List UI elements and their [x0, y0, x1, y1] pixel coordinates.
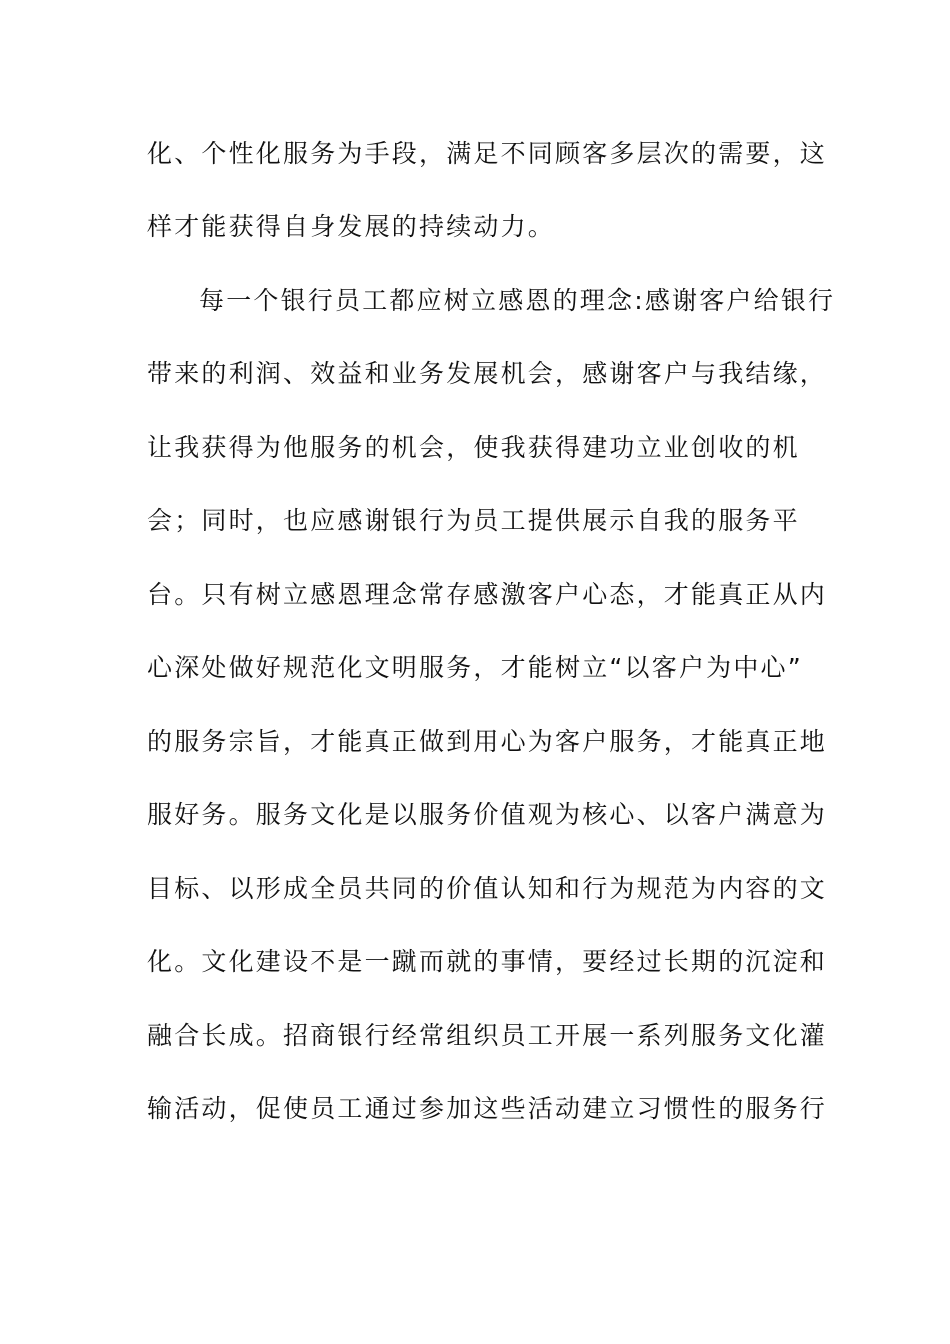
text-line: 服好务。服务文化是以服务价值观为核心、以客户满意为: [147, 800, 828, 829]
text-line: 融合长成。招商银行经常组织员工开展一系列服务文化灌: [147, 1021, 828, 1050]
text-line: 化、个性化服务为手段，满足不同顾客多层次的需要，这: [147, 139, 828, 168]
text-line: 让我获得为他服务的机会，使我获得建功立业创收的机: [147, 433, 800, 462]
text-line: 的服务宗旨，才能真正做到用心为客户服务，才能真正地: [147, 727, 828, 756]
paragraph-first-line: 每一个银行员工都应树立感恩的理念:感谢客户给银行: [199, 286, 836, 315]
text-line: 输活动，促使员工通过参加这些活动建立习惯性的服务行: [147, 1094, 828, 1123]
text-line: 台。只有树立感恩理念常存感激客户心态，才能真正从内: [147, 580, 828, 609]
text-line: 心深处做好规范化文明服务，才能树立“以客户为中心”: [147, 653, 803, 682]
text-line: 带来的利润、效益和业务发展机会，感谢客户与我结缘，: [147, 359, 828, 388]
text-line: 样才能获得自身发展的持续动力。: [147, 212, 556, 241]
text-line: 目标、以形成全员共同的价值认知和行为规范为内容的文: [147, 874, 828, 903]
text-line: 化。文化建设不是一蹴而就的事情，要经过长期的沉淀和: [147, 947, 828, 976]
text-line: 会；同时，也应感谢银行为员工提供展示自我的服务平: [147, 506, 800, 535]
